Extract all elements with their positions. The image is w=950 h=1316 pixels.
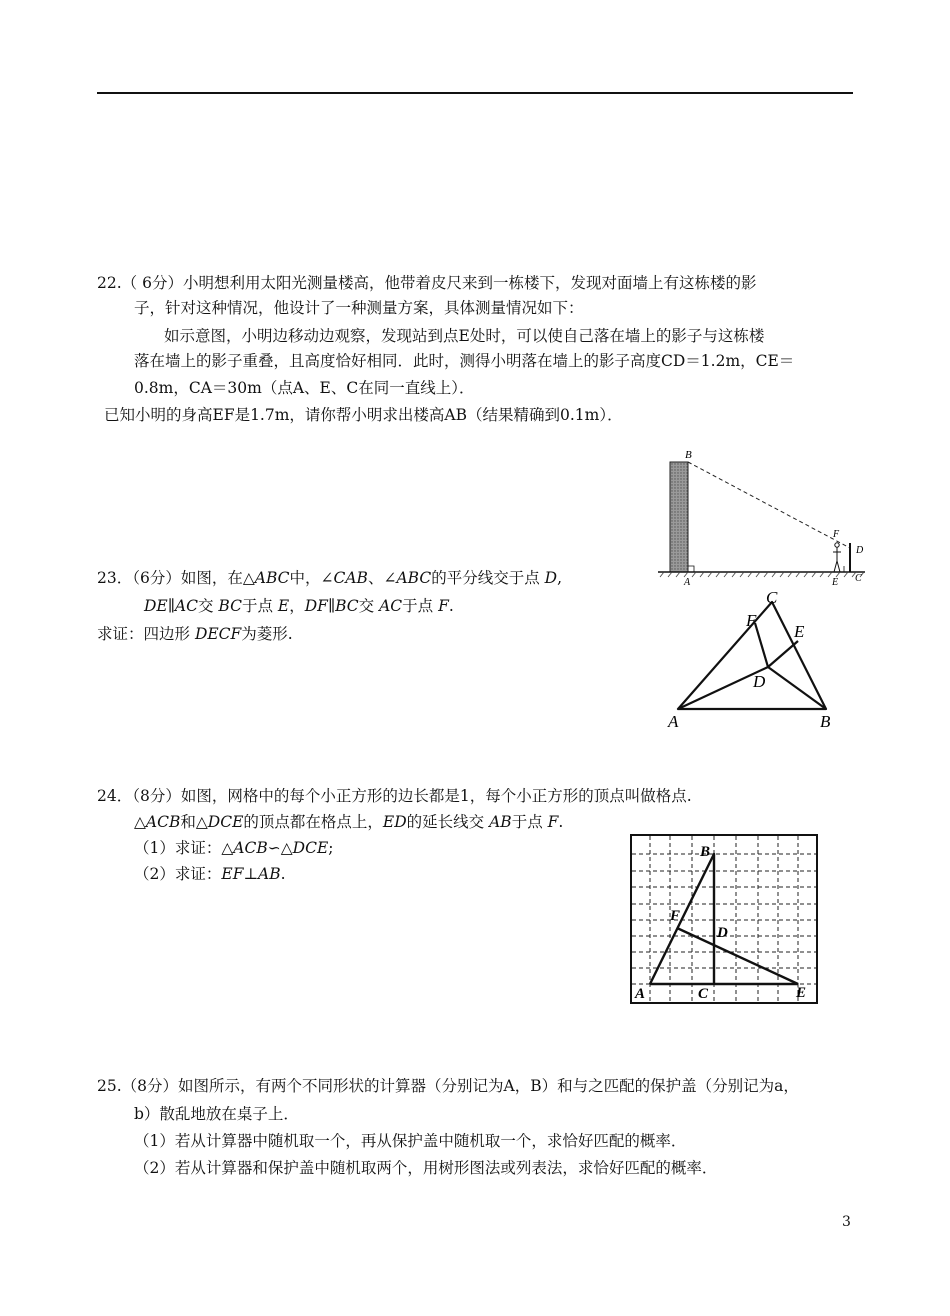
q24-l3-d: DCE — [292, 839, 329, 857]
q25-line-3: （1）若从计算器中随机取一个，再从保护盖中随机取一个，求恰好匹配的概率． — [134, 1132, 687, 1150]
q22-line-5: 0.8m，CA＝30m（点A、E、C在同一直线上）． — [134, 379, 475, 397]
segment-df — [755, 623, 768, 667]
q24-line-2 — [134, 812, 563, 832]
q23-l2-b: ∥ — [167, 597, 175, 615]
label-F: F — [746, 611, 757, 630]
q22-line-6: 已知小明的身高EF是1.7m，请你帮小明求出楼高AB（结果精确到0.1m）． — [104, 406, 623, 424]
q22-line-1: 22.（ 6分）小明想利用太阳光测量楼高，他带着皮尺来到一栋楼下，发现对面墙上有这栋楼的影 — [97, 274, 757, 292]
label-B: B — [820, 712, 831, 731]
label-C: C — [766, 588, 778, 607]
q23-l3-c: 为菱形. — [241, 625, 293, 643]
q23-l2-h: ， — [289, 597, 305, 615]
label-D: D — [717, 925, 728, 941]
q23-l2-g: E — [277, 597, 290, 615]
q24-l2-k: . — [558, 813, 564, 831]
building — [670, 462, 688, 572]
page-number: 3 — [842, 1214, 851, 1230]
q23-l1-b: ABC — [254, 569, 290, 587]
q23-l2-j: ∥ — [327, 597, 336, 615]
q24-l2-g: 的延长线交 — [406, 813, 490, 831]
q23-line-1 — [97, 568, 562, 588]
label-D: D — [753, 672, 766, 691]
q24-l4-c: ⊥ — [243, 865, 259, 883]
q24-l3-e: ; — [328, 839, 334, 857]
q23-l2-l: 交 — [358, 597, 380, 615]
q23-l2-f: 于点 — [241, 597, 278, 615]
grid-frame — [631, 835, 817, 1003]
q24-l2-i: 于点 — [511, 813, 548, 831]
q25-line-1: 25.（8分）如图所示，有两个不同形状的计算器（分别记为A，B）和与之匹配的保护盖（分别记为a， — [97, 1077, 799, 1095]
q24-l2-f: ED — [382, 813, 407, 831]
q24-l3-b: ACB — [233, 839, 268, 857]
q23-l2-d: 交 — [197, 597, 219, 615]
q23-l2-e: BC — [218, 597, 242, 615]
q24-l2-d: DCE — [207, 813, 244, 831]
q23-l3-b: DECF — [194, 625, 242, 643]
q23-l2-c: AC — [174, 597, 198, 615]
q23-l1-e: 、∠ — [367, 569, 397, 587]
q23-l2-m: AC — [379, 597, 403, 615]
label-D: D — [856, 545, 864, 556]
label-E: E — [794, 622, 805, 641]
q23-l1-g: 的平分线交于点 — [431, 569, 545, 587]
q23-l2-p: . — [448, 597, 454, 615]
q23-l3-a: 求证：四边形 — [97, 625, 195, 643]
label-C: C — [698, 986, 709, 1002]
label-E: E — [832, 577, 839, 588]
q24-l3-a: （1）求证：△ — [134, 839, 234, 857]
header-rule — [97, 92, 853, 94]
q24-line-3 — [134, 838, 334, 858]
q22-line-2: 子，针对这种情况，他设计了一种测量方案，具体测量情况如下： — [134, 299, 584, 317]
q24-l4-b: EF — [221, 865, 244, 883]
q23-l2-k: BC — [335, 597, 359, 615]
q23-l1-i: , — [557, 569, 562, 587]
label-E: E — [796, 985, 807, 1001]
q24-l2-j: F — [547, 813, 559, 831]
q23-line-3 — [97, 624, 293, 644]
q23-l1-a: 23．（6分）如图，在△ — [97, 569, 255, 587]
person-figure — [833, 543, 841, 572]
label-B: B — [685, 449, 692, 461]
q22-figure — [650, 445, 880, 590]
segment-de — [768, 641, 798, 667]
q23-l1-f: ABC — [396, 569, 432, 587]
q24-l2-h: AB — [489, 813, 512, 831]
grid-lines — [632, 836, 816, 1002]
bisector-bd — [768, 667, 826, 709]
q24-figure — [630, 834, 820, 1006]
q24-line-4 — [134, 864, 286, 884]
q24-l4-d: AB — [258, 865, 281, 883]
label-A: A — [668, 712, 679, 731]
q24-l4-e: . — [280, 865, 286, 883]
label-B: B — [700, 844, 711, 860]
q23-l2-n: 于点 — [402, 597, 439, 615]
q24-l2-b: ACB — [145, 813, 181, 831]
q23-line-2 — [144, 596, 454, 616]
q22-line-4: 落在墙上的影子重叠，且高度恰好相同．此时，测得小明落在墙上的影子高度CD＝1.2m，CE＝ — [134, 352, 795, 370]
q24-l2-a: △ — [134, 813, 146, 831]
label-A: A — [635, 986, 646, 1002]
q23-figure — [660, 585, 850, 735]
label-F: F — [670, 908, 681, 924]
q24-l2-e: 的顶点都在格点上， — [243, 813, 383, 831]
q23-l1-h: D — [544, 569, 558, 587]
right-angle-a — [688, 566, 694, 572]
q24-l3-c: ∽△ — [267, 839, 293, 857]
q24-line-1: 24．（8分）如图，网格中的每个小正方形的边长都是1，每个小正方形的顶点叫做格点. — [97, 787, 692, 805]
q24-l4-a: （2）求证： — [134, 865, 222, 883]
label-F: F — [833, 529, 840, 540]
sun-ray — [688, 462, 850, 548]
q22-line-3: 如示意图，小明边移动边观察，发现站到点E处时，可以使自己落在墙上的影子与这栋楼 — [164, 327, 765, 345]
q23-l2-i: DF — [304, 597, 328, 615]
q25-line-2: b）散乱地放在桌子上． — [134, 1105, 299, 1123]
q24-l2-c: 和△ — [180, 813, 208, 831]
q25-line-4: （2）若从计算器和保护盖中随机取两个，用树形图法或列表法，求恰好匹配的概率． — [134, 1159, 718, 1177]
label-A: A — [684, 577, 691, 588]
triangle-acb — [650, 854, 714, 984]
label-C: C — [855, 573, 862, 584]
q23-l2-a: DE — [144, 597, 168, 615]
q23-l1-c: 中，∠ — [289, 569, 334, 587]
q23-l2-o: F — [438, 597, 449, 615]
q23-l1-d: CAB — [333, 569, 368, 587]
